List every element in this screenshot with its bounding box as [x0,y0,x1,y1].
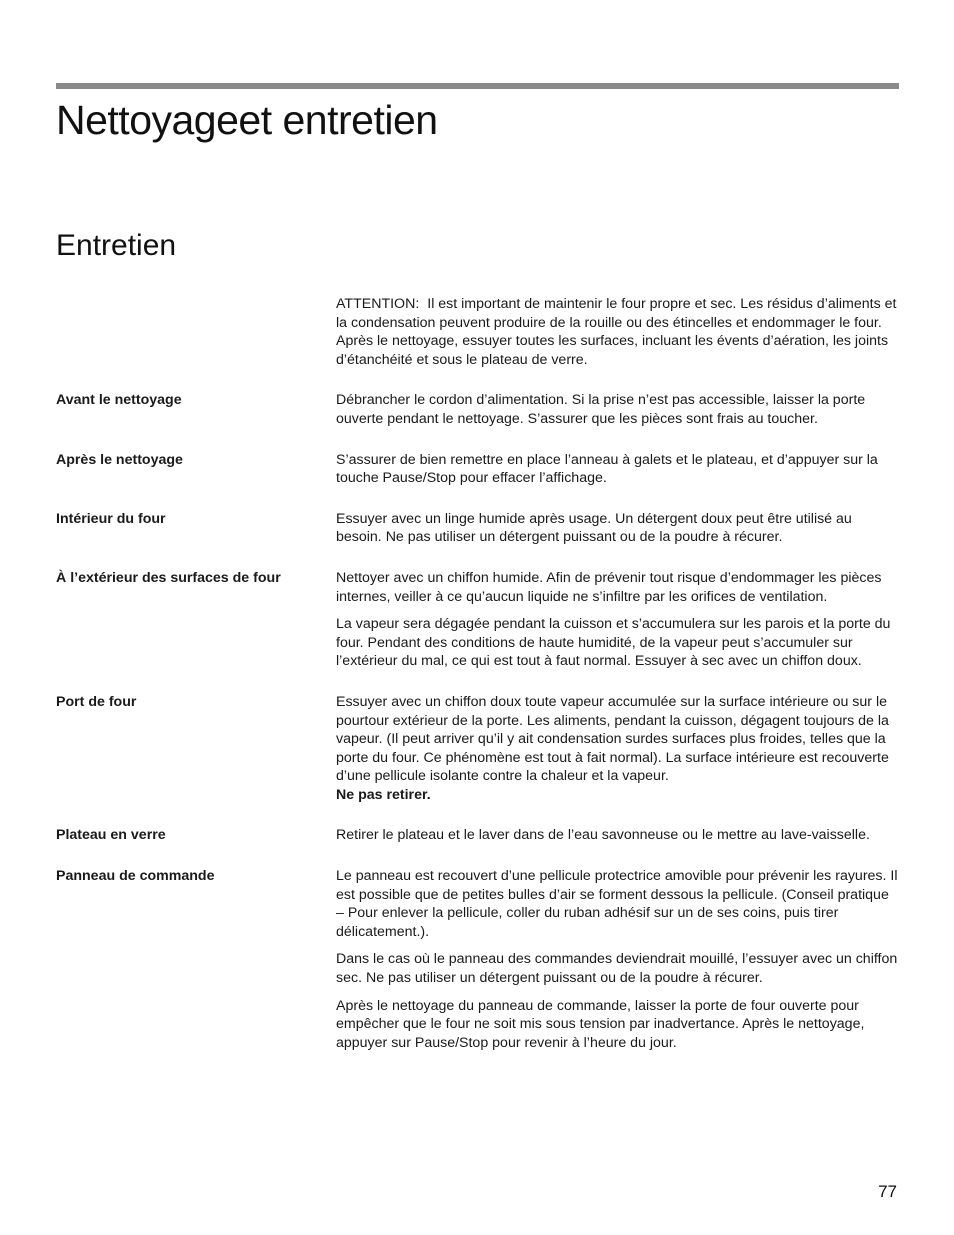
row-avant-nettoyage [56,391,899,428]
row-paragraph [336,693,899,805]
attention-label: ATTENTION: [336,296,420,312]
row-label: Port de four [56,693,137,710]
row-body [336,451,899,488]
row-label: Avant le nettoyage [56,392,182,409]
row-note: Ne pas retirer. [336,786,431,803]
row-paragraph: Nettoyer avec un chiffon humide. Afin de prévenir tout risque d’endommager les pièces internes, veiller à ce qu’aucun liquide ne s’infiltre par les orifices de ventilation. [336,569,882,605]
row-exterieur-four [56,569,899,671]
content [56,295,899,1074]
row-body [336,826,899,845]
row-label: Panneau de commande [56,868,215,885]
row-apres-nettoyage [56,451,899,488]
row-paragraph: Débrancher le cordon d’alimentation. Si la prise n’est pas accessible, laisser la porte ouverte pendant le nettoyage. S’assurer que les pièces sont frais au toucher. [336,392,866,427]
row-interieur-four [56,510,899,547]
row-panneau-commande [56,867,899,1052]
attention-text: Il est important de maintenir le four propre et sec. Les résidus d’aliments et la condensation peuvent produire de la rouille ou des étincelles et endommager le four. Après le nettoyage, essuyer toutes les surfaces, incluant les évents d’aération, les joints d’étanchéité et sous le plateau de verre. [336,296,897,368]
row-paragraph: Le panneau est recouvert d’une pellicule protectrice amovible pour prévenir les rayures. Il est possible que de petites bulles d’air se forment dessous la pellicule. (Conseil pratique – Pour enlever la pellicule, coller du ruban adhésif sur un de ses coins, puis tirer délicatement.). [336,868,898,940]
row-label: À l’extérieur des surfaces de four [56,569,281,586]
top-rule [56,83,899,89]
row-body [336,391,899,428]
row-port-four [56,693,899,805]
row-body [336,510,899,547]
page-number: 77 [878,1182,897,1201]
row-paragraph: La vapeur sera dégagée pendant la cuisson et s’accumulera sur les parois et la porte du four. Pendant des conditions de haute humidité, de la vapeur peut s’accumuler sur l’extérieur du mal, ce qui est tout à faut normal. Essuyer à sec avec un chiffon doux. [336,616,891,670]
row-label: Après le nettoyage [56,451,183,468]
row-paragraph: S’assurer de bien remettre en place l’anneau à galets et le plateau, et d’appuyer sur la touche Pause/Stop pour effacer l’affichage. [336,451,878,487]
row-body [336,569,899,671]
row-paragraph-text: Essuyer avec un chiffon doux toute vapeur accumulée sur la surface intérieure ou sur le pourtour extérieur de la porte. Les aliments, pendant la cuisson, dégagent toujours de la vapeur. (Il peut arriver qu’il y ait condensation surdes surfaces plus froides, telles que la porte du four. Ce phénomène est tout à fait normal). La surface intérieure est recouverte d’une pellicule isolante contre la chaleur et la vapeur. [336,693,889,785]
row-paragraph: Après le nettoyage du panneau de commande, laisser la porte de four ouverte pour empêcher que le four ne soit mis sous tension par inadvertance. Après le nettoyage, appuyer sur Pause/Stop pour revenir à l’heure du jour. [336,997,865,1051]
row-body [336,867,899,1052]
row-label: Intérieur du four [56,510,166,527]
row-plateau-verre [56,826,899,845]
section-title: Entretien [56,229,177,262]
row-paragraph: Essuyer avec un linge humide après usage. Un détergent doux peut être utilisé au besoin. Ne pas utiliser un détergent puissant ou de la poudre à récurer. [336,510,852,546]
row-paragraph: Retirer le plateau et le laver dans de l’eau savonneuse ou le mettre au lave-vaisselle. [336,827,870,844]
page-title: Nettoyageet entretien [56,97,438,143]
row-paragraph: Dans le cas où le panneau des commandes deviendrait mouillé, l’essuyer avec un chiffon sec. Ne pas utiliser un détergent puissant ou de la poudre à récurer. [336,951,898,987]
row-label: Plateau en verre [56,827,166,844]
row-body [336,693,899,805]
attention-notice [336,295,899,369]
